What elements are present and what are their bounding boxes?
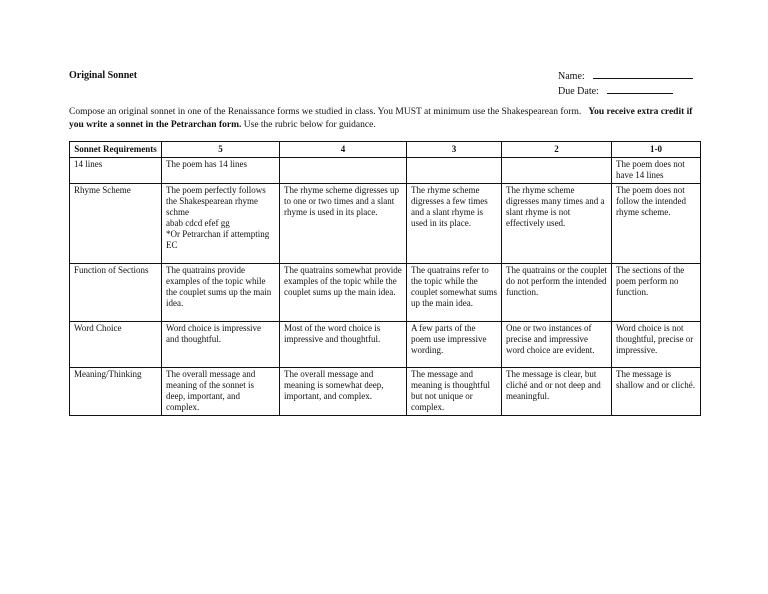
rubric-row-14-lines <box>70 158 701 184</box>
row-label: Rhyme Scheme <box>70 184 162 264</box>
cell-score-3: A few parts of the poem use impressive wording. <box>407 322 502 368</box>
cell-score-2: The message is clear, but cliché and or not deep and meaningful. <box>502 368 612 416</box>
rubric-row-rhyme-scheme <box>70 184 701 264</box>
name-label: Name: <box>558 71 585 82</box>
student-info <box>558 69 693 99</box>
due-date-blank[interactable] <box>607 84 673 94</box>
header-score-2: 2 <box>502 142 612 158</box>
rubric-row-word-choice <box>70 322 701 368</box>
due-date-row <box>558 84 693 99</box>
cell-score-4: Most of the word choice is impressive and thoughtful. <box>280 322 407 368</box>
cell-score-3 <box>407 158 502 184</box>
cell-score-1-0: The poem does not have 14 lines <box>612 158 701 184</box>
header-score-1-0: 1-0 <box>612 142 701 158</box>
name-blank[interactable] <box>593 69 693 79</box>
row-label: Word Choice <box>70 322 162 368</box>
cell-score-4: The quatrains somewhat provide examples of the topic while the couplet sums up the main idea. <box>280 264 407 322</box>
rubric-row-meaning-thinking <box>70 368 701 416</box>
cell-score-5: The poem has 14 lines <box>162 158 280 184</box>
instructions <box>69 106 709 132</box>
cell-score-2: The rhyme scheme digresses many times and a slant rhyme is not effectively used. <box>502 184 612 264</box>
cell-score-4: The overall message and meaning is somewhat deep, important, and complex. <box>280 368 407 416</box>
cell-score-4: The rhyme scheme digresses up to one or two times and a slant rhyme is used in its place. <box>280 184 407 264</box>
header-score-5: 5 <box>162 142 280 158</box>
cell-score-1-0: The sections of the poem perform no function. <box>612 264 701 322</box>
row-label: 14 lines <box>70 158 162 184</box>
header-score-3: 3 <box>407 142 502 158</box>
cell-score-5: Word choice is impressive and thoughtful. <box>162 322 280 368</box>
extra-credit-note: You receive extra credit if you write a sonnet in the Petrarchan form. <box>69 107 693 130</box>
document-title: Original Sonnet <box>69 70 138 81</box>
cell-score-2: The quatrains or the couplet do not perform the intended function. <box>502 264 612 322</box>
cell-score-1-0: The poem does not follow the intended rhyme scheme. <box>612 184 701 264</box>
name-row <box>558 69 693 84</box>
cell-score-3: The rhyme scheme digresses a few times and a slant rhyme is used in its place. <box>407 184 502 264</box>
header-requirements: Sonnet Requirements <box>70 142 162 158</box>
cell-score-4 <box>280 158 407 184</box>
cell-score-5: The poem perfectly follows the Shakespearean rhyme schme abab cdcd efef gg *Or Petrarchan if attempting EC <box>162 184 280 264</box>
cell-score-2 <box>502 158 612 184</box>
instructions-text: Compose an original sonnet in one of the Renaissance forms we studied in class. You MUST at minimum use the Shakespearean form. <box>69 107 582 117</box>
rubric-table <box>69 141 701 416</box>
cell-score-3: The quatrains refer to the topic while the couplet somewhat sums up the main idea. <box>407 264 502 322</box>
cell-score-3: The message and meaning is thoughtful but not unique or complex. <box>407 368 502 416</box>
cell-score-1-0: Word choice is not thoughtful, precise or impressive. <box>612 322 701 368</box>
cell-score-5: The quatrains provide examples of the topic while the couplet sums up the main idea. <box>162 264 280 322</box>
due-date-label: Due Date: <box>558 86 599 97</box>
instructions-guidance: Use the rubric below for guidance. <box>241 120 376 130</box>
row-label: Meaning/Thinking <box>70 368 162 416</box>
header-score-4: 4 <box>280 142 407 158</box>
rubric-row-function-of-sections <box>70 264 701 322</box>
rubric-header-row <box>70 142 701 158</box>
cell-score-1-0: The message is shallow and or cliché. <box>612 368 701 416</box>
cell-score-2: One or two instances of precise and impressive word choice are evident. <box>502 322 612 368</box>
cell-score-5: The overall message and meaning of the sonnet is deep, important, and complex. <box>162 368 280 416</box>
row-label: Function of Sections <box>70 264 162 322</box>
